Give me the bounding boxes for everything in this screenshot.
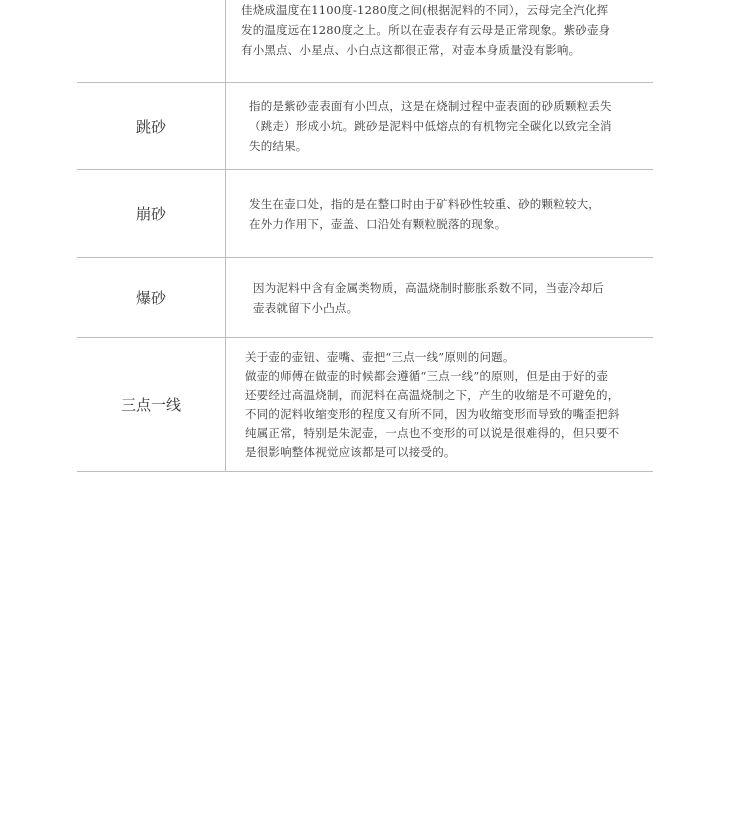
column-divider [225, 338, 226, 471]
description-line: 在外力作用下，壶盖、口沿处有颗粒脱落的现象。 [249, 216, 507, 231]
description-line: 不同的泥料收缩变形的程度又有所不同，因为收缩变形而导致的嘴歪把斜 [245, 406, 620, 421]
description-line: 发生在壶口处，指的是在整口时由于矿料砂性较重、砂的颗粒较大， [249, 196, 600, 211]
row-description [249, 170, 600, 257]
table-row-yunmu [77, 0, 653, 83]
description-line: 佳烧成温度在1100度-1280度之间(根据泥料的不同），云母完全汽化挥 [241, 3, 609, 17]
row-description [245, 338, 619, 471]
description-line: 发的温度远在1280度之上。所以在壶表存有云母是正常现象。紫砂壶身 [241, 23, 611, 37]
description-line: 失的结果。 [249, 139, 308, 153]
row-label: 爆砂 [135, 289, 166, 307]
description-line: 壶表就留下小凸点。 [253, 300, 359, 315]
description-line: 还要经过高温烧制，而泥料在高温烧制之下，产生的收缩是不可避免的， [245, 387, 620, 402]
table-row-tiaosha [77, 83, 653, 170]
description-line: 纯属正常，特别是朱泥壶，一点也不变形的可以说是很难得的，但只要不 [245, 425, 620, 440]
row-description [241, 0, 610, 66]
description-line: 有小黑点、小星点、小白点这都很正常，对壶本身质量没有影响。 [241, 43, 581, 57]
description-line: 因为泥料中含有金属类物质，高温烧制时膨胀系数不同，当壶冷却后 [253, 280, 604, 295]
row-label: 三点一线 [120, 396, 181, 414]
column-divider [225, 258, 226, 337]
table-row-baosha [77, 258, 653, 338]
table-row-sandianyixian [77, 338, 653, 472]
row-description [249, 83, 612, 169]
column-divider [225, 0, 226, 82]
description-line: 是很影响整体视觉应该都是可以接受的。 [245, 444, 456, 459]
table-row-bengsha [77, 170, 653, 258]
description-line: 指的是紫砂壶表面有小凹点，这是在烧制过程中壶表面的砂质颗粒丢失 [249, 99, 612, 113]
description-line: （跳走）形成小坑。跳砂是泥料中低熔点的有机物完全碳化以致完全消 [249, 119, 612, 133]
description-line: 做壶的师傅在做壶的时候都会遵循“三点一线”的原则，但是由于好的壶 [245, 368, 609, 383]
column-divider [225, 83, 226, 169]
row-label: 崩砂 [135, 205, 166, 223]
row-description [253, 258, 604, 337]
column-divider [225, 170, 226, 257]
description-line: 关于壶的壶钮、壶嘴、壶把“三点一线”原则的问题。 [245, 349, 515, 364]
row-label: 跳砂 [135, 117, 166, 136]
